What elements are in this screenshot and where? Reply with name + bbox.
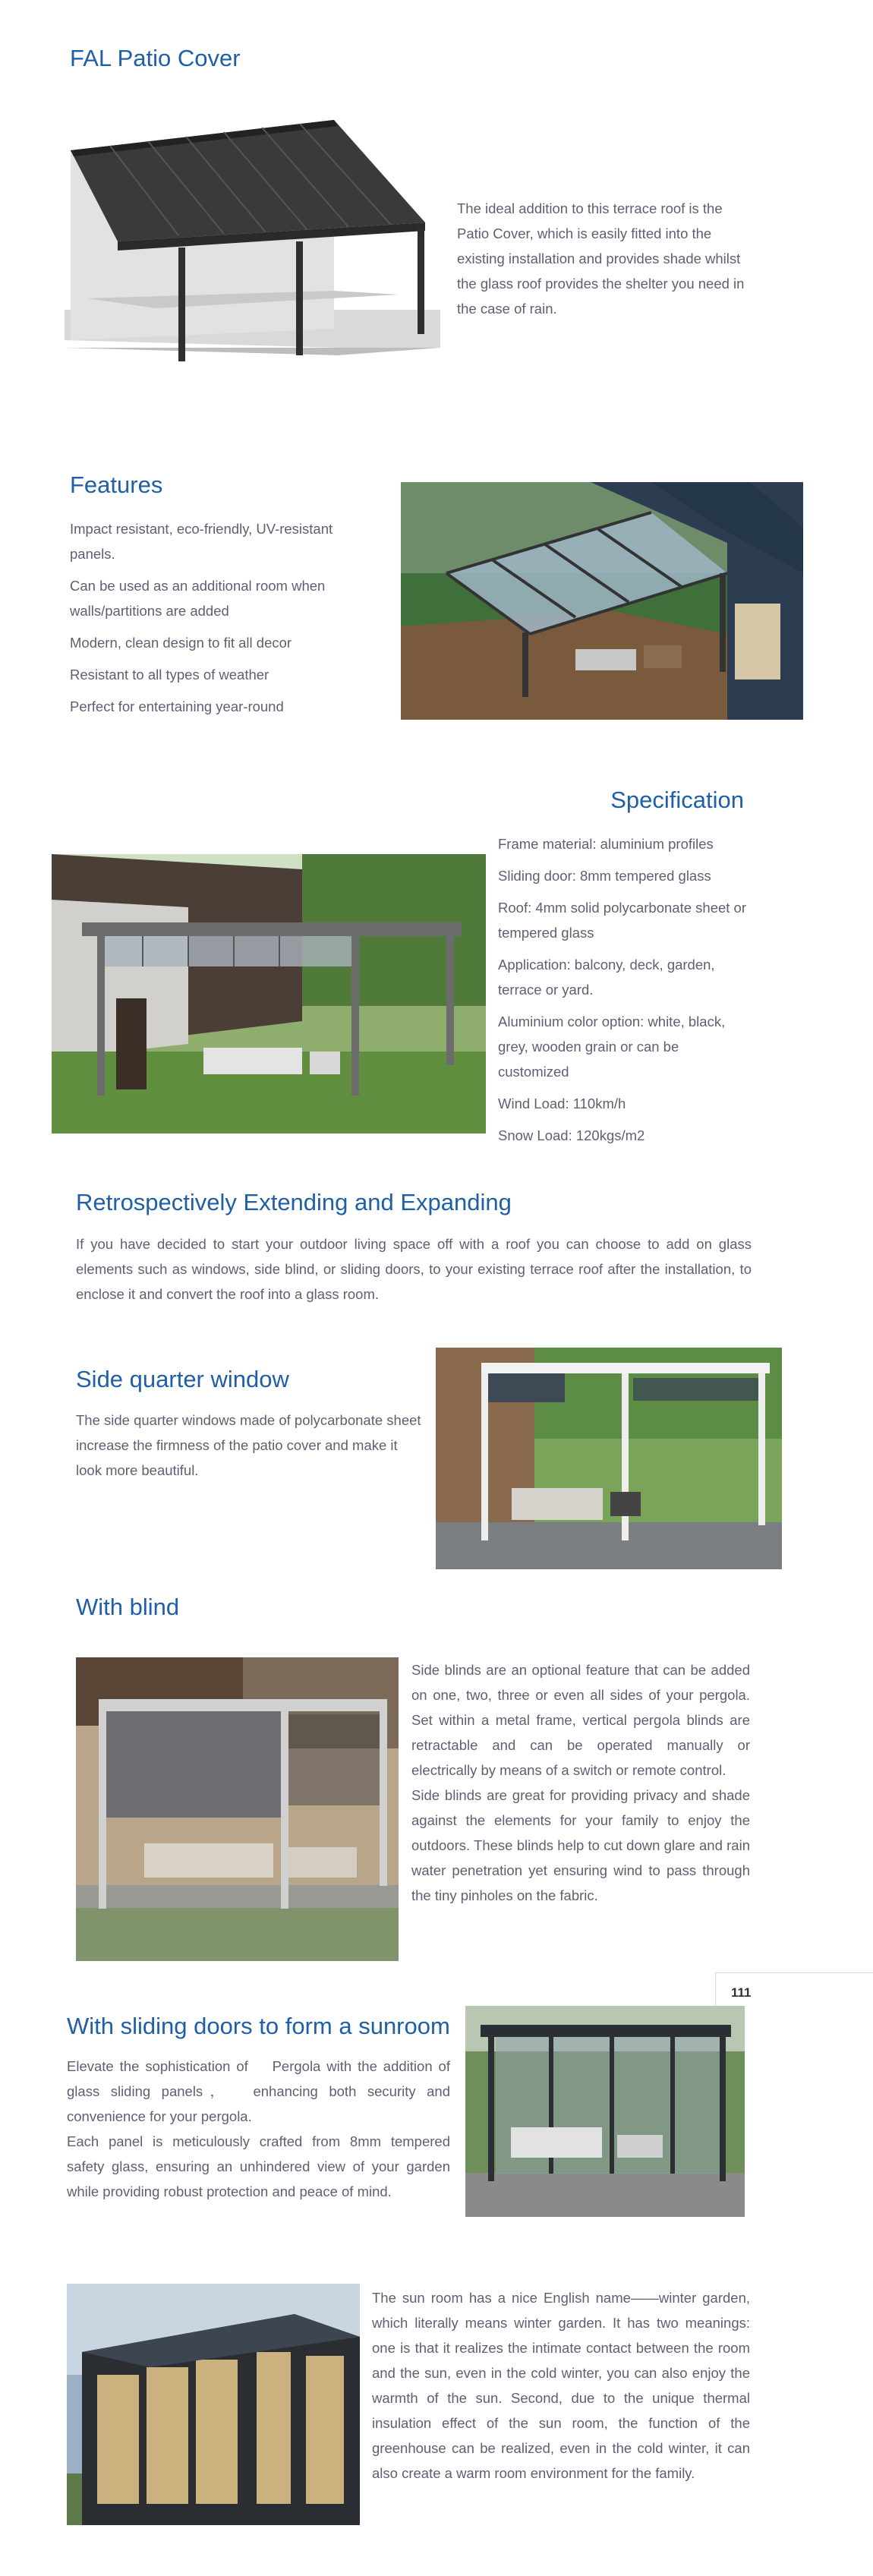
page-number: 111 xyxy=(731,1985,752,2000)
blind-text-block xyxy=(411,1657,750,1908)
feature-item: Modern, clean design to fit all decor xyxy=(70,635,292,651)
page-title: FAL Patio Cover xyxy=(70,45,241,71)
blind-text-1: Side blinds are an optional feature that can be added on one, two, three or even all sides of your pergola. Set within a metal frame, vertical pergola blinds are retractable and can be operated manually or electrically by means of a switch or remote control. xyxy=(411,1662,750,1778)
specification-list xyxy=(498,831,749,1155)
spec-item: Frame material: aluminium profiles xyxy=(498,836,714,852)
blind-pergola-photo xyxy=(76,1657,399,1961)
feature-item: Can be used as an additional room when walls/partitions are added xyxy=(70,578,326,619)
sliding-text-block xyxy=(67,2054,450,2204)
sliding-text-2: Each panel is meticulously crafted from 8mm tempered safety glass, ensuring an unhindered view of your garden while providing robust protection and peace of mind. xyxy=(67,2133,450,2199)
features-list xyxy=(70,516,381,726)
glass-roof-house-photo xyxy=(401,482,803,720)
side-window-text: The side quarter windows made of polycarbonate sheet increase the firmness of the patio cover and make it look more beautiful. xyxy=(76,1412,421,1478)
sliding-heading: With sliding doors to form a sunroom xyxy=(67,2013,450,2039)
sliding-doors-photo xyxy=(465,2006,745,2217)
sunroom-photo xyxy=(67,2284,360,2525)
feature-item: Perfect for entertaining year-round xyxy=(70,698,284,714)
spec-item: Aluminium color option: white, black, grey, wooden grain or can be customized xyxy=(498,1014,726,1080)
specification-heading: Specification xyxy=(610,787,744,813)
spec-item: Roof: 4mm solid polycarbonate sheet or tempered glass xyxy=(498,900,747,941)
spec-item: Wind Load: 110km/h xyxy=(498,1096,626,1111)
features-heading: Features xyxy=(70,471,163,498)
patio-cover-illustration xyxy=(65,120,440,402)
pergola-lawn-photo xyxy=(52,854,486,1134)
side-window-photo xyxy=(436,1348,782,1569)
blind-text-2: Side blinds are great for providing privacy and shade against the elements for your family to enjoy the outdoors. These blinds help to cut down glare and rain water penetration yet ensuring wind to pass through the tiny pinholes on the fabric. xyxy=(411,1787,750,1903)
feature-item: Impact resistant, eco-friendly, UV-resistant panels. xyxy=(70,521,333,562)
spec-item: Sliding door: 8mm tempered glass xyxy=(498,868,711,884)
intro-text: The ideal addition to this terrace roof is the Patio Cover, which is easily fitted into the existing installation and provides shade whilst the glass roof provides the shelter you need in the case of rain. xyxy=(457,200,745,317)
retro-text: If you have decided to start your outdoor living space off with a roof you can choose to add on glass elements such as windows, side blind, or sliding doors, to your existing terrace roof after the installation, to enclose it and convert the roof into a glass room. xyxy=(76,1236,752,1302)
side-window-heading: Side quarter window xyxy=(76,1366,289,1392)
blind-heading: With blind xyxy=(76,1594,180,1620)
spec-item: Application: balcony, deck, garden, terrace or yard. xyxy=(498,957,715,998)
sliding-text-1: Elevate the sophistication of Pergola with the addition of glass sliding panels， enhancing both security and convenience for your pergola. xyxy=(67,2058,450,2124)
sunroom-text: The sun room has a nice English name——winter garden, which literally means winter garden. It has two meanings: one is that it realizes the intimate contact between the room and the sun, even in the cold winter, you can also enjoy the warmth of the sun. Second, due to the unique thermal insulation effect of the sun room, the function of the greenhouse can be realized, even in the cold winter, it can also create a warm room environment for the family. xyxy=(372,2290,750,2481)
feature-item: Resistant to all types of weather xyxy=(70,667,269,683)
retro-heading: Retrospectively Extending and Expanding xyxy=(76,1189,512,1215)
spec-item: Snow Load: 120kgs/m2 xyxy=(498,1127,645,1143)
